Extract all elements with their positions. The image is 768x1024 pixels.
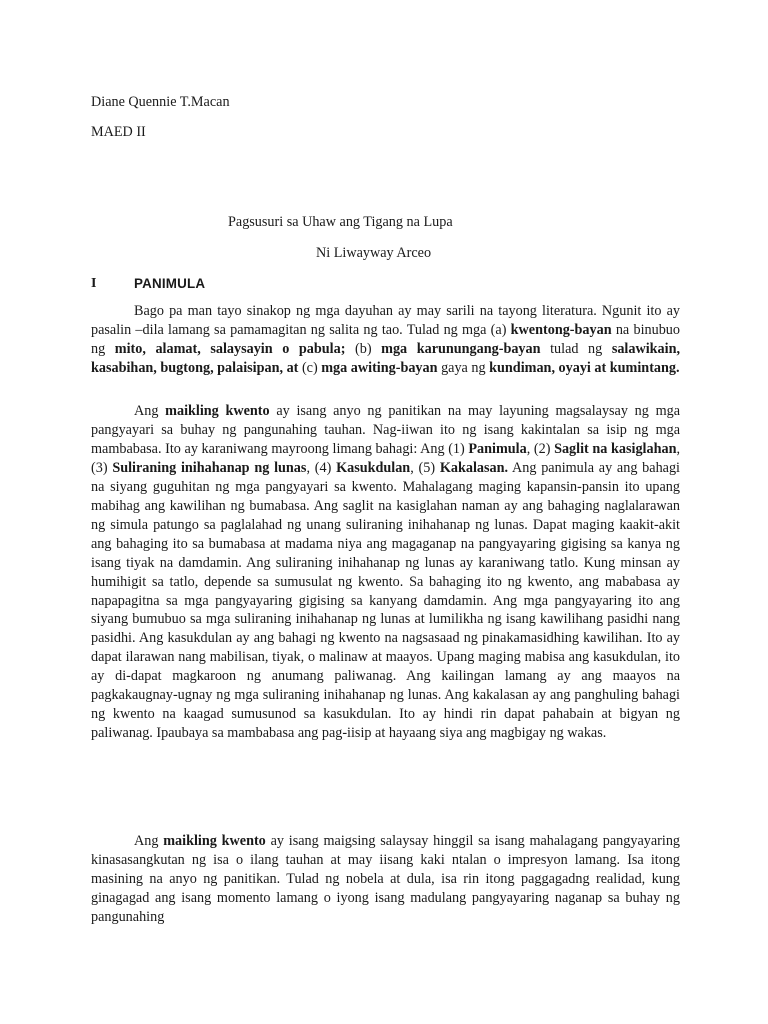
bold-term: Suliraning inihahanap ng lunas [112,459,307,476]
bold-term: maikling kwento [163,833,266,849]
bold-term: salawikain, kasabihan, bugtong, palaisipan, at [91,340,681,376]
text-run: Bago pa man tayo sinakop ng mga dayuhan ay may sarili na tayong literatura. Ngunit ito ay pasalin –dila lamang sa pamamagitan ng salita ng tao. Tulad ng mga (a) [91,303,680,338]
text-run: Ang [134,403,166,419]
bold-term: kwentong-bayan [510,321,612,338]
document-byline: Ni Liwayway Arceo [316,245,432,261]
bold-term: mga awiting-bayan [321,359,438,376]
bold-term: kundiman, oyayi at kumintang. [489,359,680,376]
bold-term: Kasukdulan [336,459,411,476]
bold-term: maikling kwento [165,403,270,419]
section-label: PANIMULA [134,276,206,291]
bold-term: Saglit na kasiglahan [554,440,677,457]
text-run: Ang [134,833,164,849]
text-run: , (4) [306,459,337,476]
section-number: I [91,276,97,291]
author-name: Diane Quennie T.Macan [91,94,230,110]
paragraph-intro [91,302,680,378]
bold-term: Kakalasan. [439,459,509,476]
text-run: ay isang maigsing salaysay hinggil sa isang mahalagang pangyayaring kinasasangkutan ng isa o ilang tauhan at may iisang kaki ntalan o impresyon lamang. Isa itong masining na anyo ng panitikan. Tulad ng nobela at dula, isa rin itong paggagadng realidad, kung ginagagad ang isang momento lamang o iyong isang madulang pangyayaring naganap sa buhay ng pangunahing [91,833,681,925]
text-run: ay isang anyo ng panitikan na may layuning magsalaysay ng mga pangyayari sa buhay ng pangunahing tauhan. Nag-iiwan ito ng isang kakintalan sa isip ng mga mambabasa. Ito ay karaniwang mayroong limang bahagi: Ang (1) [91,403,681,457]
document-title: Pagsusuri sa Uhaw ang Tigang na Lupa [228,214,453,230]
text-run: Ang panimula ay ang bahagi na siyang guguhitan ng mga pangyayari sa kwento. Mahalagang maging kapansin-pansin ito upang mabihag ang kawilihan ng bumabasa. Ang saglit na kasiglahan naman ay ang bahaging naglalarawan ng simula patungo sa paglalahad ng unang suliraning inihahanap ng lunas. Dapat maging kaakit-akit ang bahaging ito sa bumabasa at madama niya ang magaganap na pangyayaring gigising sa kanya ng isang tiyak na damdamin. Ang suliraning inihahanap ng lunas ay karaniwang tatlo. Kung minsan ay humihigit sa tatlo, depende sa sumusulat ng kwento. Sa bahaging ito ng kwento, ang mababasa ay napapagitna sa mga pangyayaring gigising sa kanyang damdamin. Ang mga pangyayaring ito ang siyang bumubuo sa mga suliraning inihahanap ng lunas at lumilikha ng isang kawilihang pasidhi nang pasidhi. Ang kasukdulan ay ang bahagi ng kwento na nagsasaad ng pinakamasidhing kawilihan. Ito ay dapat ilarawan nang mabilisan, tiyak, o malinaw at maayos. Upang maging mabisa ang kasukdulan, ito ay di-dapat magkaroon ng anumang paliwanag. Ang kailingan lamang ay ang maayos na pagkakaugnay-ugnay ng mga suliraning inihahanap ng lunas. Ang kakalasan ay ang panghuling bahagi ng kwento na kaagad sumusunod sa kasukdulan. Ito ay hindi rin dapat pahabain at bigyan ng paliwanag. Ipaubaya sa mambabasa ang pag-iisip at hayaang siya ang magbigay ng wakas. [91,459,681,742]
paragraph-maikling-kwento-parts [91,402,680,743]
bold-term: mga karunungang-bayan [381,340,541,357]
text-run: , (2) [526,440,555,457]
section-heading [91,276,205,292]
bold-term: mito, alamat, salaysayin o pabula; [114,340,346,357]
text-run: , (3) [91,440,681,476]
text-run: na binubuo ng [91,321,680,357]
bold-term: Panimula [468,440,527,457]
course-name: MAED II [91,124,146,140]
text-run: (c) [298,359,322,376]
text-run: tulad ng [540,340,612,357]
paragraph-maikling-kwento-definition [91,832,680,927]
text-run: , (5) [410,459,440,476]
text-run: (b) [345,340,382,357]
text-run: gaya ng [437,359,490,376]
